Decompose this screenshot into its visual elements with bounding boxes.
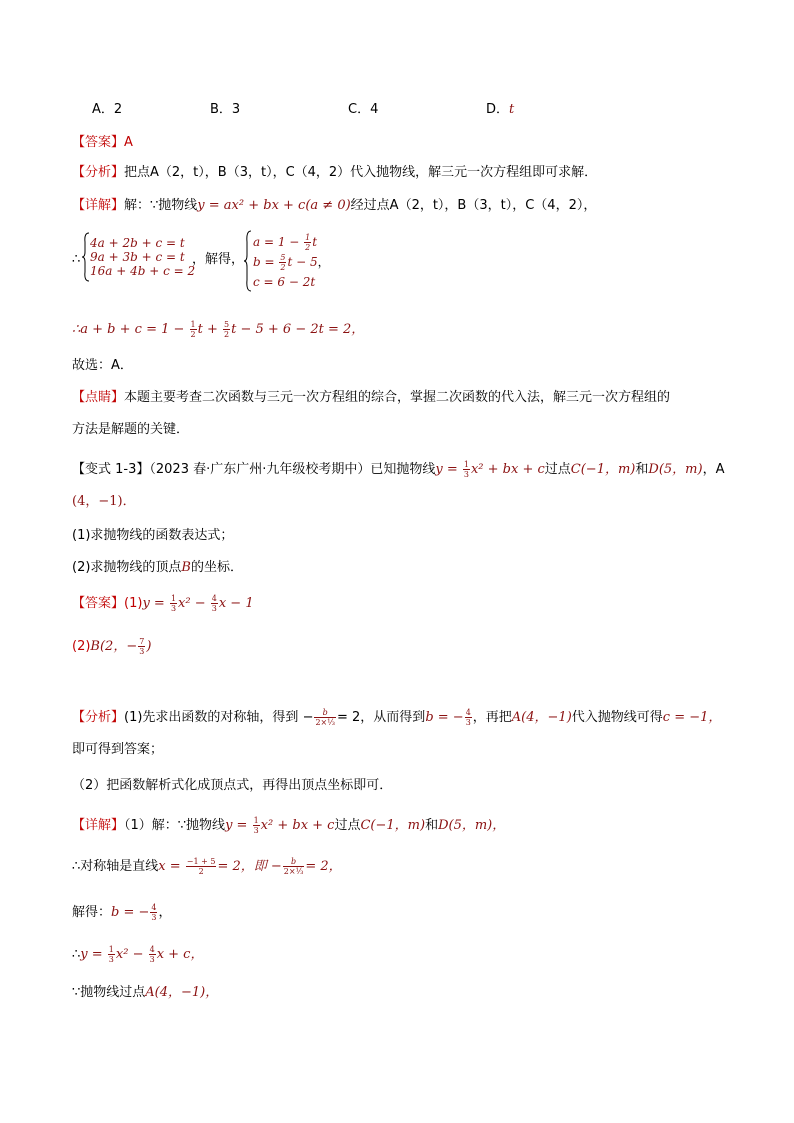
question-2: (2)求抛物线的顶点B的坐标． [72, 560, 243, 575]
variant-line-1: 【变式 1-3】（2023 春·广东广州·九年级校考期中）已知抛物线y = $\frac{1}{3}$ x² + bx + c过点C(−1，m)和D(5，m)，A [72, 460, 725, 479]
option-c: C．4 [348, 102, 379, 117]
analysis-2-line-2: 即可得到答案； [72, 742, 164, 757]
variant-tag: 【变式 1-3】 [72, 462, 150, 477]
comment-line-2: 方法是解题的关键． [72, 422, 190, 437]
analysis-2-line-1: 【分析】(1)先求出函数的对称轴，得到 − $\frac{b}{\text{2×⅓}}$ = 2，从而得到b = − $\frac{4}{3}$ ，再把A(4，−1)代入抛物线可得c = −1， [72, 708, 722, 727]
answer-value: A [124, 135, 133, 150]
option-b: B．3 [210, 102, 241, 117]
comment-line-1: 【点睛】本题主要考查二次函数与三元一次方程组的综合，掌握二次函数的代入法，解三元一次方程组的 [72, 390, 671, 405]
solve-text: ，解得， [192, 252, 245, 267]
system-2: a = 1 − $\frac{1}{2}$ t b = $\frac{5}{2}$ t − 5， c = 6 − 2t [253, 233, 330, 289]
question-1: (1)求抛物线的函数表达式； [72, 528, 234, 543]
therefore-symbol: ∴ [72, 252, 81, 267]
option-a: A．2 [92, 102, 123, 117]
answer-tag: 【答案】 [72, 135, 125, 150]
left-brace-1 [82, 232, 90, 282]
detail-2-line-1: 【详解】（1）解：∵抛物线y = $\frac{1}{3}$ x² + bx + c过点C(−1，m)和D(5，m)， [72, 816, 506, 835]
answer-2-line-1: 【答案】(1)y = $\frac{1}{3}$ x² − $\frac{4}{3}$ x − 1 [72, 594, 254, 613]
option-d: D．t [486, 102, 515, 117]
analysis-line: 【分析】把点A（2，t），B（3，t），C（4，2）代入抛物线，解三元一次方程组即可求解． [72, 165, 598, 180]
variant-line-2: (4，−1)． [72, 494, 136, 509]
answer-line [72, 133, 133, 153]
detail-2-line-3: 解得：b = − $\frac{4}{3}$ ， [72, 903, 172, 922]
answer-2-line-2: (2)B(2，− $\frac{7}{3}$ ) [72, 637, 152, 656]
analysis-2-line-3: （2）把函数解析式化成顶点式，再得出顶点坐标即可． [72, 778, 393, 793]
detail-line: 【详解】解：∵抛物线y = ax² + bx + c(a ≠ 0)经过点A（2，t），B（3，t），C（4，2）， [72, 198, 597, 213]
system-1: 4a + 2b + c = t 9a + 3b + c = t 16a + 4b + c = 2 [90, 236, 196, 278]
detail-2-line-4: ∴y = $\frac{1}{3}$ x² − $\frac{4}{3}$ x + c， [72, 945, 204, 964]
left-brace-2 [244, 230, 252, 292]
sum-line: ∴a + b + c = 1 − $\frac{1}{2}$ t + $\frac{5}{2}$ t − 5 + 6 − 2t = 2， [72, 320, 365, 339]
choose-line: 故选：A． [72, 358, 133, 373]
detail-2-line-2: ∴对称轴是直线x = $\frac{-1 + 5}{2}$ = 2，即 − $\frac{b}{\text{2×⅓}}$ = 2， [72, 857, 342, 876]
detail-2-line-5: ∵抛物线过点A(4，−1)， [72, 985, 219, 1000]
